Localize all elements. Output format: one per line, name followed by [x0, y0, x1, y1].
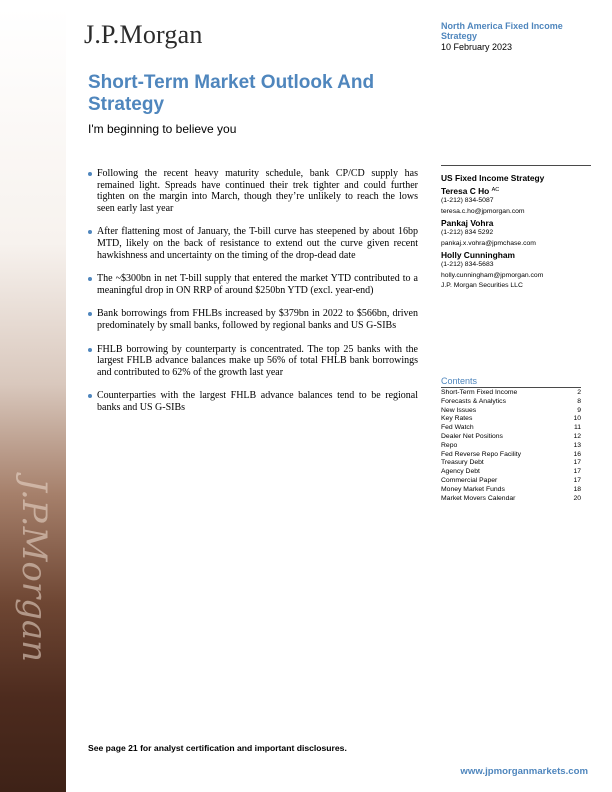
analyst-entry — [441, 186, 591, 217]
contents-item-label: Short-Term Fixed Income — [441, 389, 518, 396]
contents-item-label: Money Market Funds — [441, 485, 505, 493]
bullet-text: FHLB borrowing by counterparty is concentrated. The top 25 banks with the largest FHLB advance balances make up 56% of total FHLB bank borrowings and contributed to 62% of the growth last year — [97, 343, 418, 378]
contents-item-page: 17 — [573, 459, 581, 467]
contents-item-label: Fed Watch — [441, 424, 474, 432]
contents-item-label: Agency Debt — [441, 468, 480, 476]
contents-item-label: Repo — [441, 441, 458, 449]
analyst-phone: (1-212) 834 5292 — [441, 229, 494, 236]
summary-bullet — [88, 168, 418, 214]
contents-item-label: Fed Reverse Repo Facility — [441, 450, 522, 458]
contents-item[interactable] — [441, 415, 581, 424]
contents-item-page: 12 — [573, 432, 581, 440]
contents-item-label: Key Rates — [441, 415, 473, 423]
analyst-name: Holly Cunningham — [441, 250, 515, 260]
analyst-panel-heading: US Fixed Income Strategy — [441, 173, 545, 183]
contents-item[interactable] — [441, 495, 581, 504]
contents-item-page: 10 — [573, 415, 581, 423]
contents-item-page: 11 — [573, 424, 581, 432]
analyst-name: Teresa C Ho — [441, 186, 490, 196]
analyst-phone: (1-212) 834-5683 — [441, 261, 494, 268]
contents-item-label: Forecasts & Analytics — [441, 397, 506, 405]
contents-item-page: 2 — [577, 389, 581, 396]
bullet-text: Counterparties with the largest FHLB advance balances tend to be regional banks and US G-SIBs — [97, 390, 418, 413]
contents-item-label: Market Movers Calendar — [441, 494, 516, 502]
bullet-dot-icon — [88, 394, 92, 398]
disclosure-note: See page 21 for analyst certification and important disclosures. — [88, 743, 347, 753]
jpmorgan-logo: J.P.Morgan — [84, 20, 203, 49]
publication-date: 10 February 2023 — [441, 42, 513, 52]
contents-item[interactable] — [441, 398, 581, 407]
analyst-entry — [441, 250, 591, 281]
bullet-dot-icon — [88, 312, 92, 316]
sidebar-watermark-logo: J.P.Morgan — [14, 478, 54, 663]
bullet-dot-icon — [88, 172, 92, 176]
sidebar-band — [0, 8, 66, 792]
contents-item[interactable] — [441, 468, 581, 477]
contents-item-page: 8 — [577, 397, 581, 405]
report-subtitle: I'm beginning to believe you — [88, 122, 237, 136]
contents-item-page: 17 — [573, 468, 581, 476]
contents-list — [441, 389, 581, 503]
contents-item[interactable] — [441, 424, 581, 433]
analyst-panel — [441, 165, 591, 292]
contents-item[interactable] — [441, 389, 581, 398]
contents-item-page: 20 — [573, 494, 581, 502]
report-title: Short-Term Market Outlook And Strategy — [88, 72, 375, 115]
bullet-text: Bank borrowings from FHLBs increased by $379bn in 2022 to $566bn, driven predominately by small banks, followed by regional banks and US G-SIBs — [97, 308, 418, 331]
report-series: North America Fixed Income Strategy — [441, 21, 563, 41]
bullet-text: Following the recent heavy maturity schedule, bank CP/CD supply has remained light. Spreads have continued their trek tighter and could further tighten on the margin into March, though they’re unlikely to reach the lows seen early last year — [97, 168, 418, 214]
analyst-email[interactable]: pankaj.x.vohra@jpmchase.com — [441, 239, 536, 247]
contents-item[interactable] — [441, 442, 581, 451]
contents-item-page: 13 — [573, 441, 581, 449]
analyst-entry — [441, 218, 591, 249]
table-of-contents — [441, 376, 581, 503]
analyst-firm: J.P. Morgan Securities LLC — [441, 282, 523, 289]
analyst-certification-note: AC — [491, 187, 500, 193]
summary-bullet — [88, 308, 418, 331]
contents-item-page: 16 — [573, 450, 581, 458]
bullet-text: After flattening most of January, the T-bill curve has steepened by about 16bp MTD, likely on the back of resistance to extend out the curve given recent hawkishness and uncertainty on the timing of the drop-dead date — [97, 226, 418, 261]
contents-item[interactable] — [441, 451, 581, 460]
contents-item-label: Treasury Debt — [441, 459, 484, 467]
contents-item[interactable] — [441, 477, 581, 486]
contents-item[interactable] — [441, 486, 581, 495]
contents-heading: Contents — [441, 376, 581, 388]
contents-item-label: Dealer Net Positions — [441, 432, 503, 440]
contents-item-label: New Issues — [441, 406, 477, 414]
summary-bullet — [88, 273, 418, 296]
summary-bullet — [88, 344, 418, 379]
analyst-email[interactable]: holly.cunningham@jpmorgan.com — [441, 271, 544, 279]
contents-item[interactable] — [441, 433, 581, 442]
analyst-email[interactable]: teresa.c.ho@jpmorgan.com — [441, 207, 525, 215]
bullet-text: The ~$300bn in net T-bill supply that entered the market YTD contributed to a meaningful drop in ON RRP of around $250bn YTD (excl. year-end) — [97, 273, 418, 296]
contents-item-label: Commercial Paper — [441, 476, 498, 484]
contents-item-page: 18 — [573, 485, 581, 493]
bullet-dot-icon — [88, 277, 92, 281]
contents-item-page: 17 — [573, 476, 581, 484]
website-link[interactable]: www.jpmorganmarkets.com — [460, 766, 588, 777]
contents-item-page: 9 — [577, 406, 581, 414]
bullet-dot-icon — [88, 230, 92, 234]
analyst-phone: (1-212) 834-5087 — [441, 197, 494, 204]
bullet-dot-icon — [88, 348, 92, 352]
contents-item[interactable] — [441, 459, 581, 468]
summary-bullets — [88, 168, 418, 426]
contents-item[interactable] — [441, 407, 581, 416]
analyst-name: Pankaj Vohra — [441, 218, 494, 228]
summary-bullet — [88, 390, 418, 413]
summary-bullet — [88, 226, 418, 261]
